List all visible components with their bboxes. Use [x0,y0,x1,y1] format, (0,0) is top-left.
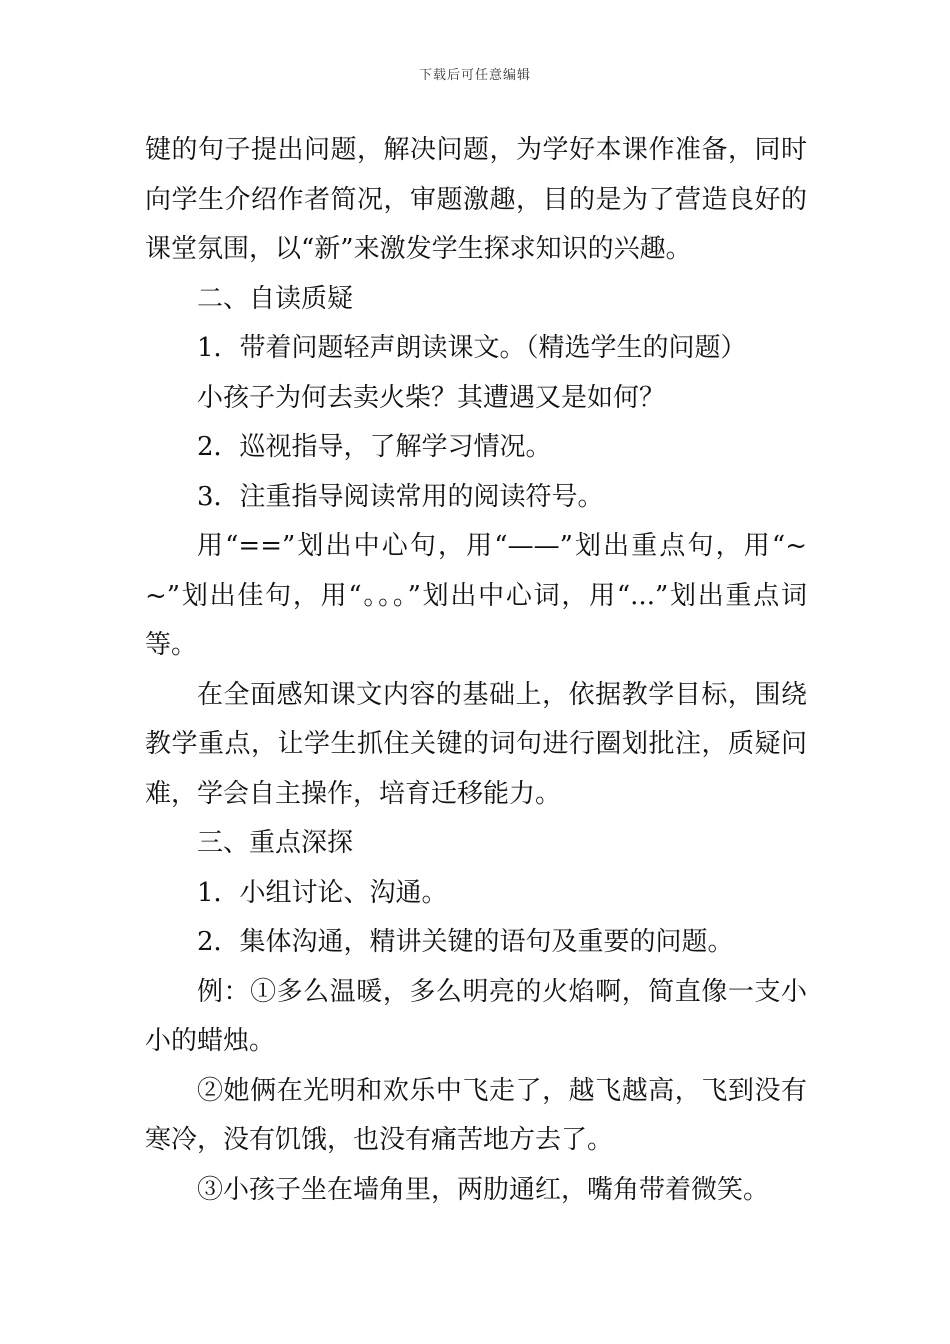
example-3: ③小孩子坐在墙角里，两肋通红，嘴角带着微笑。 [197,1174,770,1205]
list-item-2: 2．巡视指导，了解学习情况。 [197,432,552,462]
list-item-3: 3．注重指导阅读常用的阅读符号。 [197,481,604,512]
list-item-collective: 2．集体沟通，精讲关键的语句及重要的问题。 [197,927,734,957]
paragraph-reading-symbols: 用“==”划出中心句，用“——”划出重点句，用“~~”划出佳句，用“。。。”划出中心词，用“...”划出重点词等。 [145,531,807,660]
list-item-1: 1．带着问题轻声朗读课文。（精选学生的问题） [197,333,747,363]
paragraph-intro-continued: 键的句子提出问题，解决问题，为学好本课作准备，同时向学生介绍作者简况，审题激趣，目的是为了营造良好的课堂氛围，以“新”来激发学生探求知识的兴趣。 [145,135,807,264]
document-body [145,126,807,1215]
section-heading-key-points: 三、重点深探 [197,828,354,858]
example-2: ②她俩在光明和欢乐中飞走了，越飞越高，飞到没有寒冷，没有饥饿，也没有痛苦地方去了。 [145,1075,807,1155]
example-1: 例：①多么温暖，多么明亮的火焰啊，简直像一支小小的蜡烛。 [145,976,807,1056]
page-header: 下载后可任意编辑 [418,68,531,83]
section-heading-self-reading: 二、自读质疑 [197,283,354,314]
paragraph-perception: 在全面感知课文内容的基础上，依据教学目标，围绕教学重点，让学生抓住关键的词句进行圈划批注，质疑问难，学会自主操作，培育迁移能力。 [145,679,807,809]
list-item-group-discussion: 1．小组讨论、沟通。 [197,877,448,908]
paragraph-question: 小孩子为何去卖火柴？其遭遇又是如何？ [197,382,666,413]
